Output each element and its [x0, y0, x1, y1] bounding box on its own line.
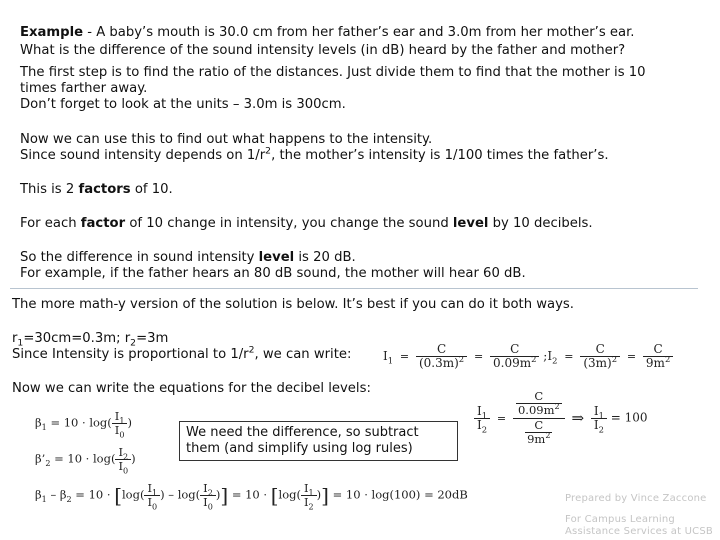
i2-symbol: $I_2$ — [547, 349, 558, 366]
ratio-result: = 100 — [610, 410, 648, 425]
step4-line: For each factor of 10 change in intensity, you change the sound level by 10 decibels. — [20, 216, 593, 231]
i2-fraction: $\frac{C}{(3m)^2}$ — [580, 343, 620, 370]
ratio-complex-fraction: C $0.09m^2$ C $9m^2$ — [513, 390, 565, 446]
beta1-equation: $\beta_1 = 10 \cdot \log$( $\frac{I_1}{I_0}$ ) — [35, 409, 132, 440]
implies-arrow: ⇒ — [571, 409, 585, 427]
footer-prepared-by: Prepared by Vince Zaccone — [565, 493, 707, 504]
step5-line-a: So the difference in sound intensity level is 20 dB. — [20, 250, 356, 265]
step2-line-a: Now we can use this to find out what happens to the intensity. — [20, 132, 433, 147]
callout-line-2: them (and simplify using log rules) — [186, 441, 413, 456]
i1-symbol: $I_1$ — [383, 349, 394, 366]
callout-line-1: We need the difference, so subtract — [186, 425, 419, 440]
step2-line-b: Since sound intensity depends on $1/r^2$, the mother’s intensity is 1/100 times the father’s. — [20, 145, 609, 163]
math-intro-line: The more math-y version of the solution is below. It’s best if you can do it both ways. — [12, 297, 574, 312]
step1-line-b: times farther away. — [20, 81, 148, 96]
example-label: Example — [20, 25, 84, 40]
i1-fraction: $\frac{C}{(0.3m)^2}$ — [416, 343, 467, 370]
section-divider — [10, 288, 698, 289]
ratio-equation: $\frac{I_1}{I_2}$ = C $0.09m^2$ C $9m^2$ ⇒ $\frac{I_1}{I_2}$ = 100 — [474, 390, 648, 446]
ratio-result-fraction: $\frac{I_1}{I_2}$ — [591, 405, 607, 432]
radius-line: $r_1=30cm=0.3m$; $r_2=3m$ — [12, 331, 169, 349]
beta2-equation: $\beta’_2 = 10 \cdot \log$( $\frac{I_2}{I_0}$ ) — [35, 445, 136, 476]
footer-line-2: For Campus Learning — [565, 514, 675, 525]
ratio-i1-over-i2: $\frac{I_1}{I_2}$ — [474, 405, 490, 432]
problem-line-1: Example - A baby’s mouth is 30.0 cm from her father’s ear and 3.0m from her mother’s ear. — [20, 25, 635, 40]
i1-simplified-fraction: $\frac{C}{0.09m^2}$ — [490, 343, 539, 370]
decibel-intro-line: Now we can write the equations for the decibel levels: — [12, 381, 371, 396]
proportional-line: Since Intensity is proportional to $1/r^2$, we can write: — [12, 344, 352, 362]
step3-line: This is 2 factors of 10. — [20, 182, 173, 197]
step1-line-a: The first step is to find the ratio of the distances. Just divide them to find that the mother is 10 — [20, 65, 646, 80]
step5-line-b: For example, if the father hears an 80 dB sound, the mother will hear 60 dB. — [20, 266, 526, 281]
simplify-callout — [179, 421, 458, 461]
i2-simplified-fraction: $\frac{C}{9m^2}$ — [643, 343, 673, 370]
intensity-equations: $I_1$ = $\frac{C}{(0.3m)^2}$ = $\frac{C}{0.09m^2}$ $;I_2$ = $\frac{C}{(3m)^2}$ = $\frac{C}{9m^2}$ — [383, 343, 673, 370]
difference-equation: $\beta_1 - \beta_2 = 10 \cdot [\log$( $\frac{I_1}{I_0}$ ) – log( $\frac{I_2}{I_0}$ )] = 10 · [log( $\frac{I_1}{I_2}$ )] = 10 · log(100) = 20dB — [35, 481, 468, 512]
footer-line-3: Assistance Services at UCSB — [565, 526, 713, 537]
step1-line-c: Don’t forget to look at the units – 3.0m is 300cm. — [20, 97, 346, 112]
problem-line-2: What is the difference of the sound intensity levels (in dB) heard by the father and mother? — [20, 43, 626, 58]
